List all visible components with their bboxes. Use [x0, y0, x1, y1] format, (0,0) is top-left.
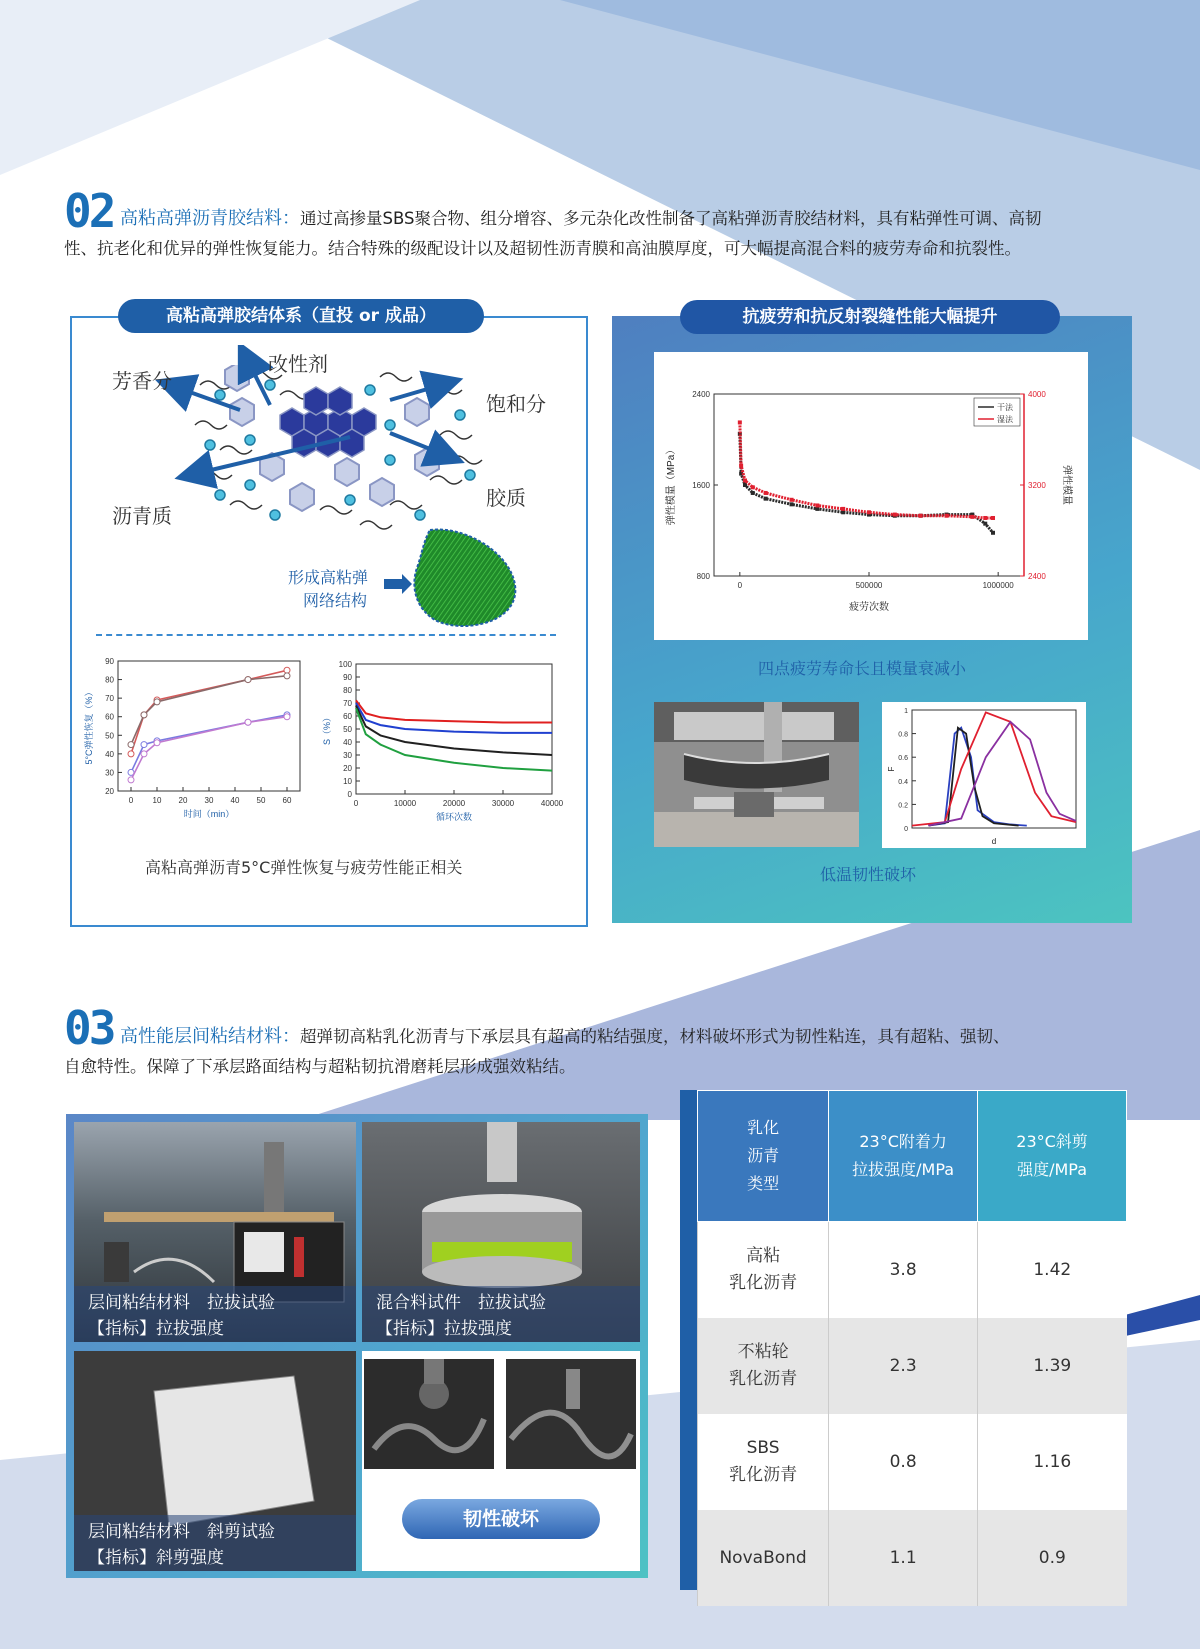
x-axis-label: d	[991, 837, 997, 846]
network-pointer-arrow	[384, 574, 414, 594]
series-line	[740, 422, 993, 518]
elastic-recovery-chart	[80, 655, 320, 837]
cell-shear: 0.9	[978, 1510, 1127, 1606]
arrow-asphaltene	[190, 437, 350, 475]
photo-2-caption	[362, 1286, 640, 1342]
data-point	[141, 751, 147, 757]
x-tick-label: 40	[230, 796, 240, 805]
cell-type: SBS 乳化沥青	[698, 1414, 829, 1510]
photo-pull-test-binder	[74, 1122, 356, 1342]
right-panel-caption-1: 四点疲劳寿命长且模量衰减小	[758, 659, 967, 678]
y-tick-label: 10	[343, 777, 352, 786]
left-panel-caption: 高粘高弹沥青5°C弹性恢复与疲劳性能正相关	[145, 858, 463, 877]
x-tick-label: 1000000	[982, 581, 1014, 590]
cell-pull: 0.8	[829, 1414, 978, 1510]
photo-shear-test	[74, 1351, 356, 1571]
cell-type: 高粘 乳化沥青	[698, 1222, 829, 1319]
toughness-fracture-photo-right	[506, 1359, 636, 1469]
x-tick-label: 50	[256, 796, 266, 805]
table-frame-left-stripe	[680, 1090, 698, 1590]
x-tick-label: 60	[282, 796, 292, 805]
y-tick-label: 30	[343, 751, 352, 760]
y-right-tick-label: 3200	[1028, 481, 1046, 490]
x-tick-label: 40000	[540, 799, 563, 808]
x-tick-label: 10000	[393, 799, 417, 808]
y-tick-label: 70	[105, 694, 114, 704]
y-right-tick-label: 4000	[1028, 390, 1046, 399]
photo-2-title: 混合料试件 拉拔试验	[376, 1293, 546, 1313]
cell-type: NovaBond	[698, 1510, 829, 1606]
x-axis-label: 时间（min）	[183, 809, 235, 819]
x-axis-label: 循环次数	[435, 812, 473, 822]
y-tick-label: 20	[105, 787, 114, 796]
table-header-type: 乳化 沥青 类型	[698, 1091, 829, 1222]
section-03-line1: 超弹韧高粘乳化沥青与下承层具有超高的粘结强度，材料破坏形式为韧性粘连，具有超粘、强韧、	[300, 1027, 1010, 1046]
x-tick-label: 500000	[855, 581, 883, 590]
y-tick-label: 90	[105, 657, 114, 666]
bending-test-photo	[654, 702, 859, 847]
data-point	[141, 742, 147, 748]
label-network-line1: 形成高粘弹	[288, 568, 369, 587]
fatigue-damage-chart	[318, 658, 563, 836]
x-axis-label: 疲劳次数	[849, 602, 889, 613]
y-tick-label: 0	[347, 790, 352, 799]
legend-label: 干法	[997, 403, 1013, 412]
y-tick-label: 0	[904, 826, 908, 833]
arrow-aromatic	[170, 385, 240, 410]
y-tick-label: 0.8	[898, 731, 908, 739]
series-line	[740, 434, 993, 533]
y-right-axis-label: 弹性模量	[1061, 465, 1072, 505]
photo-3-title: 层间粘结材料 斜剪试验	[88, 1522, 275, 1542]
arrow-saturate	[390, 383, 448, 400]
photo-1-indicator: 【指标】拉拔强度	[88, 1319, 224, 1339]
x-tick-label: 0	[128, 796, 134, 805]
y-axis-label: S（%）	[322, 712, 332, 746]
x-tick-label: 20000	[442, 799, 466, 808]
section-03-heading: 高性能层间粘结材料：	[120, 1026, 300, 1047]
y-tick-label: 0.2	[898, 802, 908, 810]
plot-frame	[912, 710, 1076, 828]
plot-frame	[118, 661, 300, 791]
y-tick-label: 0.4	[898, 778, 908, 786]
y-axis-label: 弹性模量（MPa）	[666, 444, 677, 526]
right-panel-caption-2: 低温韧性破坏	[820, 865, 917, 884]
fatigue-panel-title: 抗疲劳和抗反射裂缝性能大幅提升	[680, 300, 1060, 334]
section-03-text	[120, 1022, 1180, 1052]
section-02-line1: 通过高掺量SBS聚合物、组分增容、多元杂化改性制备了高粘弹沥青胶结材料，具有粘弹性可调、高韧	[300, 209, 1042, 228]
y-tick-label: 20	[343, 764, 352, 773]
section-02-text	[120, 204, 1180, 234]
y-right-tick-label: 2400	[1028, 572, 1046, 581]
cell-pull: 3.8	[829, 1222, 978, 1319]
y-tick-label: 90	[343, 673, 352, 682]
data-point	[284, 673, 290, 679]
label-network-line2: 网络结构	[303, 591, 368, 610]
label-resin: 胶质	[486, 486, 526, 510]
section-02-number: 02	[64, 184, 114, 238]
cell-shear: 1.16	[978, 1414, 1127, 1510]
data-point	[154, 699, 160, 705]
legend	[974, 398, 1020, 426]
y-tick-label: 30	[105, 768, 114, 778]
table-row	[698, 1510, 1127, 1606]
y-tick-label: 80	[343, 686, 352, 695]
y-tick-label: 1600	[692, 481, 710, 490]
legend-label: 湿法	[997, 415, 1013, 424]
y-axis-label: F	[887, 766, 896, 772]
cell-shear: 1.42	[978, 1222, 1127, 1319]
binder-system-title: 高粘高弹胶结体系（直投 or 成品）	[118, 299, 484, 333]
y-tick-label: 2400	[692, 390, 710, 399]
y-tick-label: 60	[343, 712, 352, 721]
arrow-modifier	[245, 355, 270, 405]
data-point	[128, 777, 134, 783]
modulus-decay-chart	[656, 380, 1086, 630]
data-point	[128, 742, 134, 748]
y-axis-label: 5°C弹性恢复（%）	[84, 687, 94, 765]
y-tick-label: 40	[343, 738, 352, 747]
x-tick-label: 20	[178, 796, 188, 805]
y-tick-label: 50	[343, 725, 352, 734]
x-tick-label: 0	[353, 799, 359, 808]
photo-2-indicator: 【指标】拉拔强度	[376, 1319, 512, 1339]
photo-3-caption	[74, 1515, 356, 1571]
cell-shear: 1.39	[978, 1318, 1127, 1414]
section-02-line2-wrap	[64, 234, 1164, 264]
series-line	[356, 700, 552, 722]
y-tick-label: 100	[338, 660, 352, 669]
table-row	[698, 1222, 1127, 1319]
table-header-shear: 23°C斜剪 强度/MPa	[978, 1091, 1127, 1222]
toughness-fracture-photo-left	[364, 1359, 494, 1469]
data-point	[284, 714, 290, 720]
label-asphaltene: 沥青质	[112, 504, 172, 528]
y-tick-label: 800	[696, 572, 710, 581]
network-structure-icon	[410, 525, 530, 635]
arrow-resin	[390, 433, 450, 457]
label-saturate: 饱和分	[486, 392, 546, 416]
section-03-line2: 自愈特性。保障了下承层路面结构与超粘韧抗滑磨耗层形成强效粘结。	[64, 1057, 576, 1076]
x-tick-label: 30	[204, 796, 214, 805]
photo-3-indicator: 【指标】斜剪强度	[88, 1548, 224, 1568]
y-tick-label: 70	[343, 699, 352, 708]
section-03-number: 03	[64, 1001, 114, 1055]
y-tick-label: 50	[105, 731, 114, 741]
table-header-row	[698, 1091, 1127, 1222]
x-tick-label: 30000	[491, 799, 515, 808]
section-02-line2: 性、抗老化和优异的弹性恢复能力。结合特殊的级配设计以及超韧性沥青膜和高油膜厚度，可大幅提高混合料的疲劳寿命和抗裂性。	[64, 239, 1021, 258]
bond-strength-table	[697, 1090, 1127, 1606]
table-header-pull: 23°C附着力 拉拔强度/MPa	[829, 1091, 978, 1222]
series-line	[131, 717, 287, 780]
toughness-button[interactable]: 韧性破坏	[402, 1499, 600, 1539]
cell-pull: 1.1	[829, 1510, 978, 1606]
cell-type: 不粘轮 乳化沥青	[698, 1318, 829, 1414]
data-point	[141, 712, 147, 718]
section-02-heading: 高粘高弹沥青胶结料：	[120, 208, 300, 229]
section-03-line2-wrap	[64, 1052, 1164, 1082]
photo-1-title: 层间粘结材料 拉拔试验	[88, 1293, 275, 1313]
photo-pull-test-mixture	[362, 1122, 640, 1342]
y-tick-label: 80	[105, 675, 114, 685]
force-displacement-chart	[884, 704, 1084, 846]
cell-pull: 2.3	[829, 1318, 978, 1414]
label-modifier: 改性剂	[268, 352, 328, 376]
table-row	[698, 1318, 1127, 1414]
data-point	[154, 740, 160, 746]
x-tick-label: 10	[152, 796, 162, 805]
y-tick-label: 0.6	[898, 755, 908, 763]
series-line	[131, 676, 287, 745]
y-tick-label: 40	[105, 749, 114, 759]
photo-1-caption	[74, 1286, 356, 1342]
series-line	[912, 712, 1076, 825]
data-point	[245, 719, 251, 725]
data-point	[245, 677, 251, 683]
data-point	[128, 751, 134, 757]
x-tick-label: 0	[737, 581, 743, 590]
photo-toughness-area	[362, 1351, 640, 1571]
label-aromatic: 芳香分	[112, 369, 172, 393]
y-tick-label: 1	[904, 708, 908, 715]
y-tick-label: 60	[105, 712, 114, 722]
table-row	[698, 1414, 1127, 1510]
plot-frame	[356, 664, 552, 794]
